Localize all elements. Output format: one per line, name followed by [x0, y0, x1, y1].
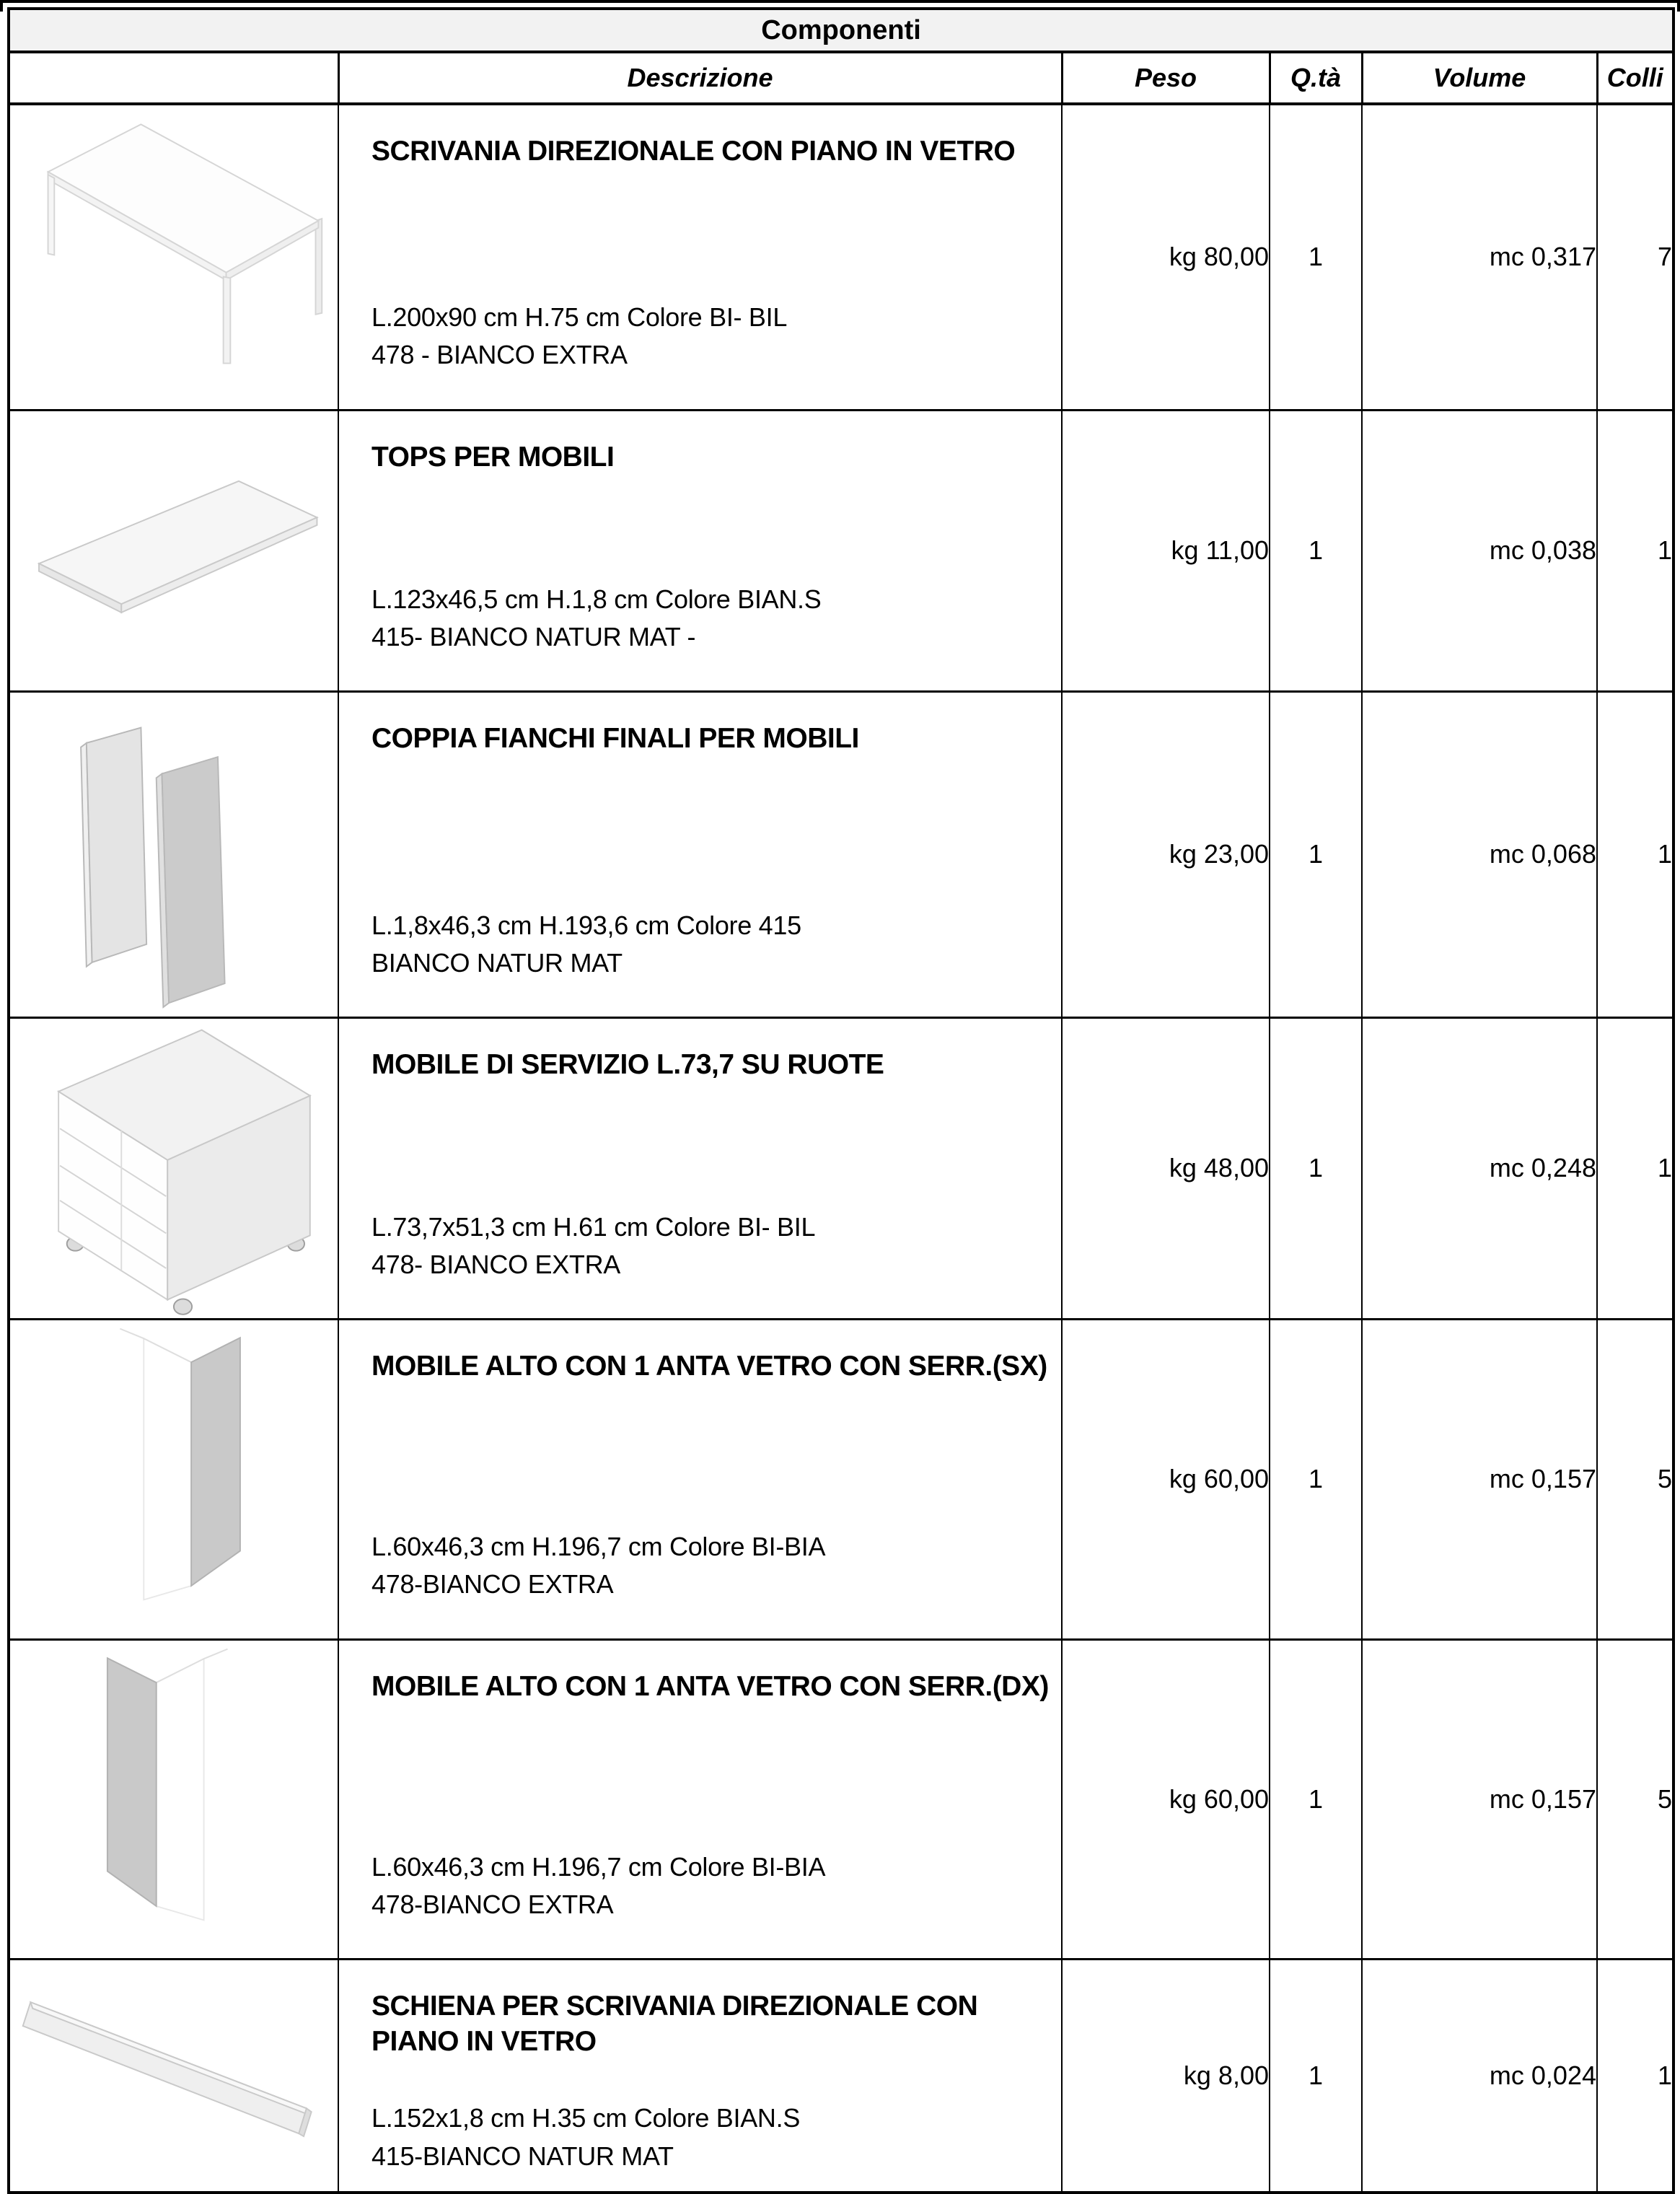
colli-value: 5 — [1597, 1639, 1674, 1960]
colli-value: 1 — [1597, 410, 1674, 691]
product-dimensions: L.152x1,8 cm H.35 cm Colore BIAN.S — [371, 2103, 801, 2133]
volume-value: mc 0,157 — [1362, 1639, 1597, 1960]
top-panel-drawing — [10, 411, 338, 690]
table-row — [9, 1639, 1674, 1960]
product-dimensions-block — [371, 581, 1050, 656]
table-title-row — [9, 9, 1674, 52]
header-image-column — [9, 52, 338, 104]
product-dimensions: L.60x46,3 cm H.196,7 cm Colore BI-BIA — [371, 1532, 826, 1562]
qta-value: 1 — [1270, 1017, 1362, 1319]
volume-value: mc 0,068 — [1362, 691, 1597, 1017]
service-cabinet-wheels-drawing — [10, 1022, 338, 1315]
qta-value: 1 — [1270, 104, 1362, 410]
volume-value: mc 0,157 — [1362, 1319, 1597, 1639]
tall-cabinet-dx-drawing — [10, 1641, 338, 1959]
product-color-code: 478-BIANCO EXTRA — [371, 1890, 614, 1920]
table-title: Componenti — [9, 9, 1674, 52]
table-row — [9, 1960, 1674, 2193]
qta-value: 1 — [1270, 691, 1362, 1017]
table-row — [9, 410, 1674, 691]
peso-value: kg 60,00 — [1062, 1319, 1270, 1639]
product-color-code: BIANCO NATUR MAT — [371, 947, 623, 978]
table-row — [9, 691, 1674, 1017]
product-color-code: 478 - BIANCO EXTRA — [371, 340, 628, 370]
executive-desk-drawing — [10, 110, 338, 404]
product-dimensions-block — [371, 1848, 1050, 1923]
product-color-code: 478-BIANCO EXTRA — [371, 1569, 614, 1600]
product-color-code: 415- BIANCO NATUR MAT - — [371, 621, 696, 651]
product-title: MOBILE DI SERVIZIO L.73,7 SU RUOTE — [371, 1048, 884, 1080]
product-title: SCRIVANIA DIREZIONALE CON PIANO IN VETRO — [371, 136, 1016, 167]
qta-value: 1 — [1270, 1960, 1362, 2193]
page-corner-left — [0, 0, 3, 12]
product-dimensions-block — [371, 299, 1050, 374]
product-color-code: 478- BIANCO EXTRA — [371, 1249, 621, 1279]
product-title: MOBILE ALTO CON 1 ANTA VETRO CON SERR.(SX) — [371, 1350, 1047, 1382]
colli-value: 7 — [1597, 104, 1674, 410]
product-title: MOBILE ALTO CON 1 ANTA VETRO CON SERR.(DX) — [371, 1670, 1049, 1702]
qta-value: 1 — [1270, 1319, 1362, 1639]
tall-cabinet-sx-drawing — [10, 1320, 338, 1638]
product-dimensions-block — [371, 907, 1050, 982]
product-dimensions: L.1,8x46,3 cm H.193,6 cm Colore 415 — [371, 910, 801, 940]
volume-value: mc 0,038 — [1362, 410, 1597, 691]
product-dimensions-block — [371, 2099, 1050, 2175]
table-row — [9, 1017, 1674, 1319]
header-descrizione: Descrizione — [338, 52, 1062, 104]
product-dimensions: L.123x46,5 cm H.1,8 cm Colore BIAN.S — [371, 584, 822, 614]
back-panel-drawing — [10, 1960, 338, 2191]
peso-value: kg 48,00 — [1062, 1017, 1270, 1319]
header-volume: Volume — [1362, 52, 1597, 104]
colli-value: 1 — [1597, 1960, 1674, 2193]
colli-value: 5 — [1597, 1319, 1674, 1639]
table-header-row — [9, 52, 1674, 104]
peso-value: kg 60,00 — [1062, 1639, 1270, 1960]
product-dimensions: L.73,7x51,3 cm H.61 cm Colore BI- BIL — [371, 1211, 816, 1242]
page-edge-line — [0, 0, 1680, 3]
product-dimensions-block — [371, 1208, 1050, 1284]
peso-value: kg 80,00 — [1062, 104, 1270, 410]
header-colli: Colli — [1597, 52, 1674, 104]
header-qta: Q.tà — [1270, 52, 1362, 104]
header-peso: Peso — [1062, 52, 1270, 104]
peso-value: kg 11,00 — [1062, 410, 1270, 691]
peso-value: kg 8,00 — [1062, 1960, 1270, 2193]
volume-value: mc 0,317 — [1362, 104, 1597, 410]
components-table — [7, 7, 1675, 2194]
product-dimensions: L.60x46,3 cm H.196,7 cm Colore BI-BIA — [371, 1851, 826, 1882]
product-title: SCHIENA PER SCRIVANIA DIREZIONALE CON PIANO IN VETRO — [371, 1991, 978, 2057]
product-dimensions: L.200x90 cm H.75 cm Colore BI- BIL — [371, 302, 788, 333]
product-dimensions-block — [371, 1528, 1050, 1603]
peso-value: kg 23,00 — [1062, 691, 1270, 1017]
colli-value: 1 — [1597, 1017, 1674, 1319]
volume-value: mc 0,024 — [1362, 1960, 1597, 2193]
qta-value: 1 — [1270, 1639, 1362, 1960]
table-row — [9, 1319, 1674, 1639]
volume-value: mc 0,248 — [1362, 1017, 1597, 1319]
page-corner-right — [1677, 0, 1680, 12]
table-row — [9, 104, 1674, 410]
product-title: TOPS PER MOBILI — [371, 441, 615, 473]
product-title: COPPIA FIANCHI FINALI PER MOBILI — [371, 722, 859, 754]
qta-value: 1 — [1270, 410, 1362, 691]
colli-value: 1 — [1597, 691, 1674, 1017]
product-color-code: 415-BIANCO NATUR MAT — [371, 2141, 674, 2171]
side-panels-pair-drawing — [10, 696, 338, 1014]
